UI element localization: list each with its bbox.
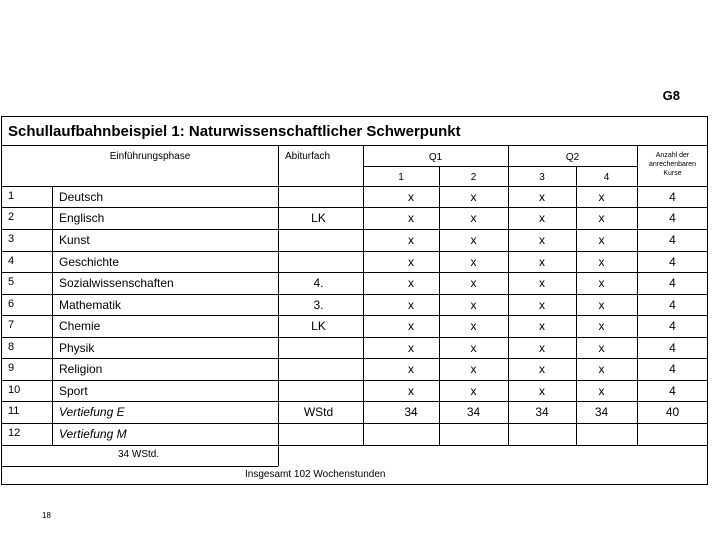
- q-cell: x: [539, 190, 545, 204]
- q-cell: x: [539, 341, 545, 355]
- q-cell: x: [598, 341, 605, 355]
- total-count: 4: [669, 298, 676, 312]
- row-number: 11: [8, 405, 20, 417]
- row-line-6: [1, 294, 708, 295]
- abitur-marker: LK: [311, 319, 326, 333]
- abitur-marker: LK: [311, 211, 326, 225]
- q-cell: x: [408, 319, 414, 333]
- header-abiturfach: Abiturfach: [284, 151, 331, 162]
- row-number: 1: [8, 190, 15, 202]
- subject-name: Physik: [59, 341, 95, 355]
- q-cell: x: [408, 276, 414, 290]
- row-number: 8: [8, 341, 15, 353]
- subject-name: Sozialwissenschaften: [59, 276, 174, 290]
- subject-name: Mathematik: [59, 298, 122, 312]
- q-cell: x: [598, 190, 605, 204]
- row-line-3: [1, 229, 708, 230]
- ep-line: [1, 466, 278, 467]
- q-cell: x: [539, 211, 545, 225]
- subject-name: Vertiefung M: [59, 427, 127, 441]
- total-count: 4: [669, 190, 676, 204]
- title-bar: [1, 116, 708, 146]
- row-line-4: [1, 251, 708, 252]
- subject-name: Religion: [59, 362, 103, 376]
- subject-name: Sport: [59, 384, 88, 398]
- total-count: 4: [669, 341, 676, 355]
- row-number: 4: [8, 255, 15, 267]
- q-cell: x: [598, 362, 605, 376]
- q-cell: x: [470, 384, 477, 398]
- header-anzahl-line: anrechenbaren: [648, 161, 697, 168]
- q-cell: x: [598, 233, 605, 247]
- row-line-5: [1, 272, 708, 273]
- q-cell: x: [470, 233, 477, 247]
- abitur-marker: 4.: [313, 276, 324, 290]
- header-q-underline: [363, 166, 637, 167]
- ep-hours-note: 34 WStd.: [118, 449, 160, 460]
- total-count: 4: [669, 233, 676, 247]
- q-cell: 34: [535, 405, 549, 419]
- row-number: 2: [8, 211, 15, 223]
- q-cell: x: [408, 211, 414, 225]
- subject-name: Chemie: [59, 319, 101, 333]
- table-end-line: [1, 445, 278, 446]
- row-line-7: [1, 315, 708, 316]
- q-cell: x: [470, 362, 477, 376]
- row-number: 12: [8, 427, 21, 439]
- q-cell: x: [598, 211, 605, 225]
- row-line-12: [1, 423, 708, 424]
- q-cell: x: [408, 341, 414, 355]
- q-cell: x: [470, 211, 477, 225]
- body-top-line: [1, 186, 708, 187]
- q-cell: 34: [466, 405, 481, 419]
- header-q2: Q2: [565, 152, 580, 163]
- total-count: 4: [669, 384, 676, 398]
- total-count: 40: [665, 405, 680, 419]
- header-q-col-2: 2: [470, 172, 477, 183]
- total-count: 4: [669, 255, 676, 269]
- abitur-marker: 3.: [313, 298, 324, 312]
- header-q-col-3: 3: [539, 172, 545, 183]
- row-line-2: [1, 207, 708, 208]
- q-cell: x: [539, 319, 545, 333]
- q-cell: x: [598, 384, 605, 398]
- total-hours-note: Insgesamt 102 Wochenstunden: [245, 469, 386, 480]
- q-cell: 34: [594, 405, 609, 419]
- total-count: 4: [669, 319, 676, 333]
- row-number: 5: [8, 276, 15, 288]
- table-end-line-right: [278, 445, 708, 446]
- q-cell: x: [598, 255, 605, 269]
- row-line-9: [1, 358, 708, 359]
- subject-name: Kunst: [59, 233, 90, 247]
- page-title: Schullaufbahnbeispiel 1: Naturwissenschaftlicher Schwerpunkt: [8, 123, 461, 140]
- q-cell: x: [598, 298, 605, 312]
- q-cell: x: [470, 319, 477, 333]
- header-q-col-4: 4: [603, 172, 610, 183]
- q-cell: x: [408, 384, 414, 398]
- subject-name: Vertiefung E: [59, 405, 125, 419]
- total-count: 4: [669, 211, 676, 225]
- q-cell: x: [470, 298, 477, 312]
- header-einfuehrungsphase: Einführungsphase: [109, 151, 191, 162]
- q-cell: x: [408, 298, 414, 312]
- q-cell: x: [408, 362, 414, 376]
- row-number: 3: [8, 233, 15, 245]
- table-bottom-border: [1, 484, 708, 485]
- q-cell: x: [539, 233, 545, 247]
- page-number: 18: [42, 511, 51, 520]
- q-cell: 34: [404, 405, 418, 419]
- row-line-10: [1, 380, 708, 381]
- q-cell: x: [470, 276, 477, 290]
- row-number: 10: [8, 384, 21, 396]
- row-line-8: [1, 337, 708, 338]
- row-number: 7: [8, 319, 15, 331]
- total-count: 4: [669, 362, 676, 376]
- q-cell: x: [539, 255, 545, 269]
- total-count: 4: [669, 276, 676, 290]
- q-cell: x: [408, 255, 414, 269]
- subject-name: Englisch: [59, 211, 105, 225]
- q-cell: x: [598, 276, 605, 290]
- q-cell: x: [539, 298, 545, 312]
- header-anzahl-kurse: [637, 151, 708, 178]
- q-cell: x: [470, 190, 477, 204]
- row-number: 9: [8, 362, 15, 374]
- subject-name: Deutsch: [59, 190, 104, 204]
- row-number: 6: [8, 298, 15, 310]
- q-cell: x: [539, 384, 545, 398]
- q-cell: x: [408, 233, 414, 247]
- header-q-col-1: 1: [398, 172, 404, 183]
- row-line-11: [1, 401, 708, 402]
- q-cell: x: [539, 276, 545, 290]
- q-cell: x: [598, 319, 605, 333]
- abitur-marker: WStd: [303, 405, 334, 419]
- q-cell: x: [470, 255, 477, 269]
- subject-name: Geschichte: [59, 255, 120, 269]
- q-cell: x: [470, 341, 477, 355]
- header-q1: Q1: [428, 152, 443, 163]
- header-anzahl-line: Anzahl der: [655, 152, 690, 159]
- q-cell: x: [539, 362, 545, 376]
- q-cell: x: [408, 190, 414, 204]
- program-badge: G8: [662, 88, 680, 103]
- header-anzahl-line: Kurse: [663, 170, 682, 177]
